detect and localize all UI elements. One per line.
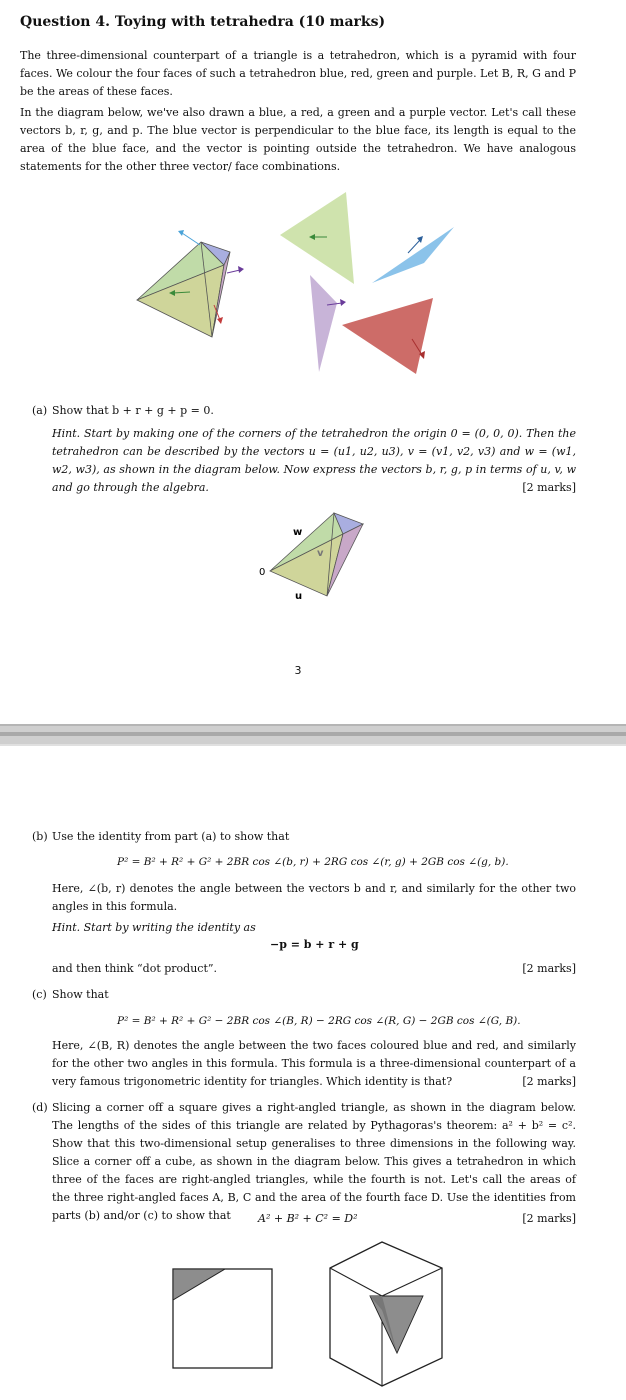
tetrahedron-diagram	[120, 185, 460, 380]
part-c-marks: [2 marks]	[522, 1075, 576, 1088]
part-b-hint-formula: −p = b + r + g	[270, 938, 359, 951]
part-c-label: (c)	[32, 988, 47, 1001]
part-a-statement: Show that b + r + g + p = 0.	[52, 404, 214, 417]
red-face	[342, 298, 433, 374]
part-b-marks: [2 marks]	[522, 962, 576, 975]
part-b-statement: Use the identity from part (a) to show that	[52, 830, 290, 843]
part-d-label: (d)	[32, 1101, 48, 1114]
part-c-statement: Show that	[52, 988, 109, 1001]
part-a-hint: Hint. Start by making one of the corners of the tetrahedron the origin 0 = (0, 0, 0). Then the tetrahedron can be described by the vectors u = (u1, u2, u3), v = (v1, v2, v3) and w = (w1, w2, w3), as shown in the diagram below. Now express the vectors b, r, g, p in terms of u, v, w and go through the algebra.	[52, 427, 576, 494]
intro-paragraph-2: In the diagram below, we've also drawn a blue, a red, a green and a purple vector. Let's call these vectors b, r, g, and p. The blue vector is perpendicular to the blue face, its length is equal to the area of the blue face, and the vector is pointing outside the tetrahedron. We have analogous statements for the other three vector/ face combinations.	[20, 106, 576, 173]
label-u: u	[295, 591, 303, 602]
question-title: Question 4. Toying with tetrahedra (10 marks)	[20, 14, 386, 30]
page-break	[0, 724, 626, 746]
assembled-tetrahedron	[137, 230, 244, 337]
sliced-square	[173, 1269, 272, 1368]
part-b-formula: P² = B² + R² + G² + 2BR cos ∠(b, r) + 2RG cos ∠(r, g) + 2GB cos ∠(g, b).	[117, 856, 509, 868]
sliced-cube	[330, 1242, 442, 1386]
part-b-after: and then think “dot product”.	[52, 962, 217, 975]
uvw-diagram	[255, 508, 375, 608]
page-number: 3	[294, 664, 302, 677]
part-d-statement: Slicing a corner off a square gives a right-angled triangle, as shown in the diagram below. The lengths of the sides of this triangle are related by Pythagoras's theorem: a² + b² = c². Show that this two-dimensional setup generalises to three dimensions in the following way. Slice a corner off a cube, as shown in the diagram below. This gives a tetrahedron in which three of the faces are right-angled triangles, while the fourth is not. Let's call the areas of the three right-angled faces A, B, C and the area of the fourth face D. Use the identities from parts (b) and/or (c) to show that	[52, 1101, 576, 1222]
purple-face	[310, 275, 337, 372]
label-w: w	[293, 527, 303, 538]
green-face	[280, 192, 354, 284]
part-c-explanation: Here, ∠(B, R) denotes the angle between the two faces coloured blue and red, and similarly for the other two angles in this formula. This formula is a three-dimensional counterpart of a very famous trigonometric identity for triangles. Which identity is that?	[52, 1039, 576, 1088]
part-a-label: (a)	[32, 404, 48, 417]
part-b-explanation: Here, ∠(b, r) denotes the angle between the vectors b and r, and similarly for the other two angles in this formula.	[52, 882, 576, 913]
part-d-formula: A² + B² + C² = D²	[258, 1212, 358, 1225]
intro-paragraph-1: The three-dimensional counterpart of a triangle is a tetrahedron, which is a pyramid with four faces. We colour the four faces of such a tetrahedron blue, red, green and purple. Let B, R, G and P be the areas of these faces.	[20, 49, 577, 98]
part-a-marks: [2 marks]	[522, 481, 576, 494]
part-b-hint: Hint. Start by writing the identity as	[52, 921, 256, 934]
part-d-marks: [2 marks]	[522, 1212, 576, 1225]
square-and-cube-diagram	[165, 1238, 465, 1396]
part-b-label: (b)	[32, 830, 48, 843]
label-v: v	[317, 548, 324, 559]
blue-face	[372, 227, 454, 283]
label-origin: 0	[259, 567, 266, 578]
part-c-formula: P² = B² + R² + G² − 2BR cos ∠(B, R) − 2RG cos ∠(R, G) − 2GB cos ∠(G, B).	[117, 1015, 521, 1027]
